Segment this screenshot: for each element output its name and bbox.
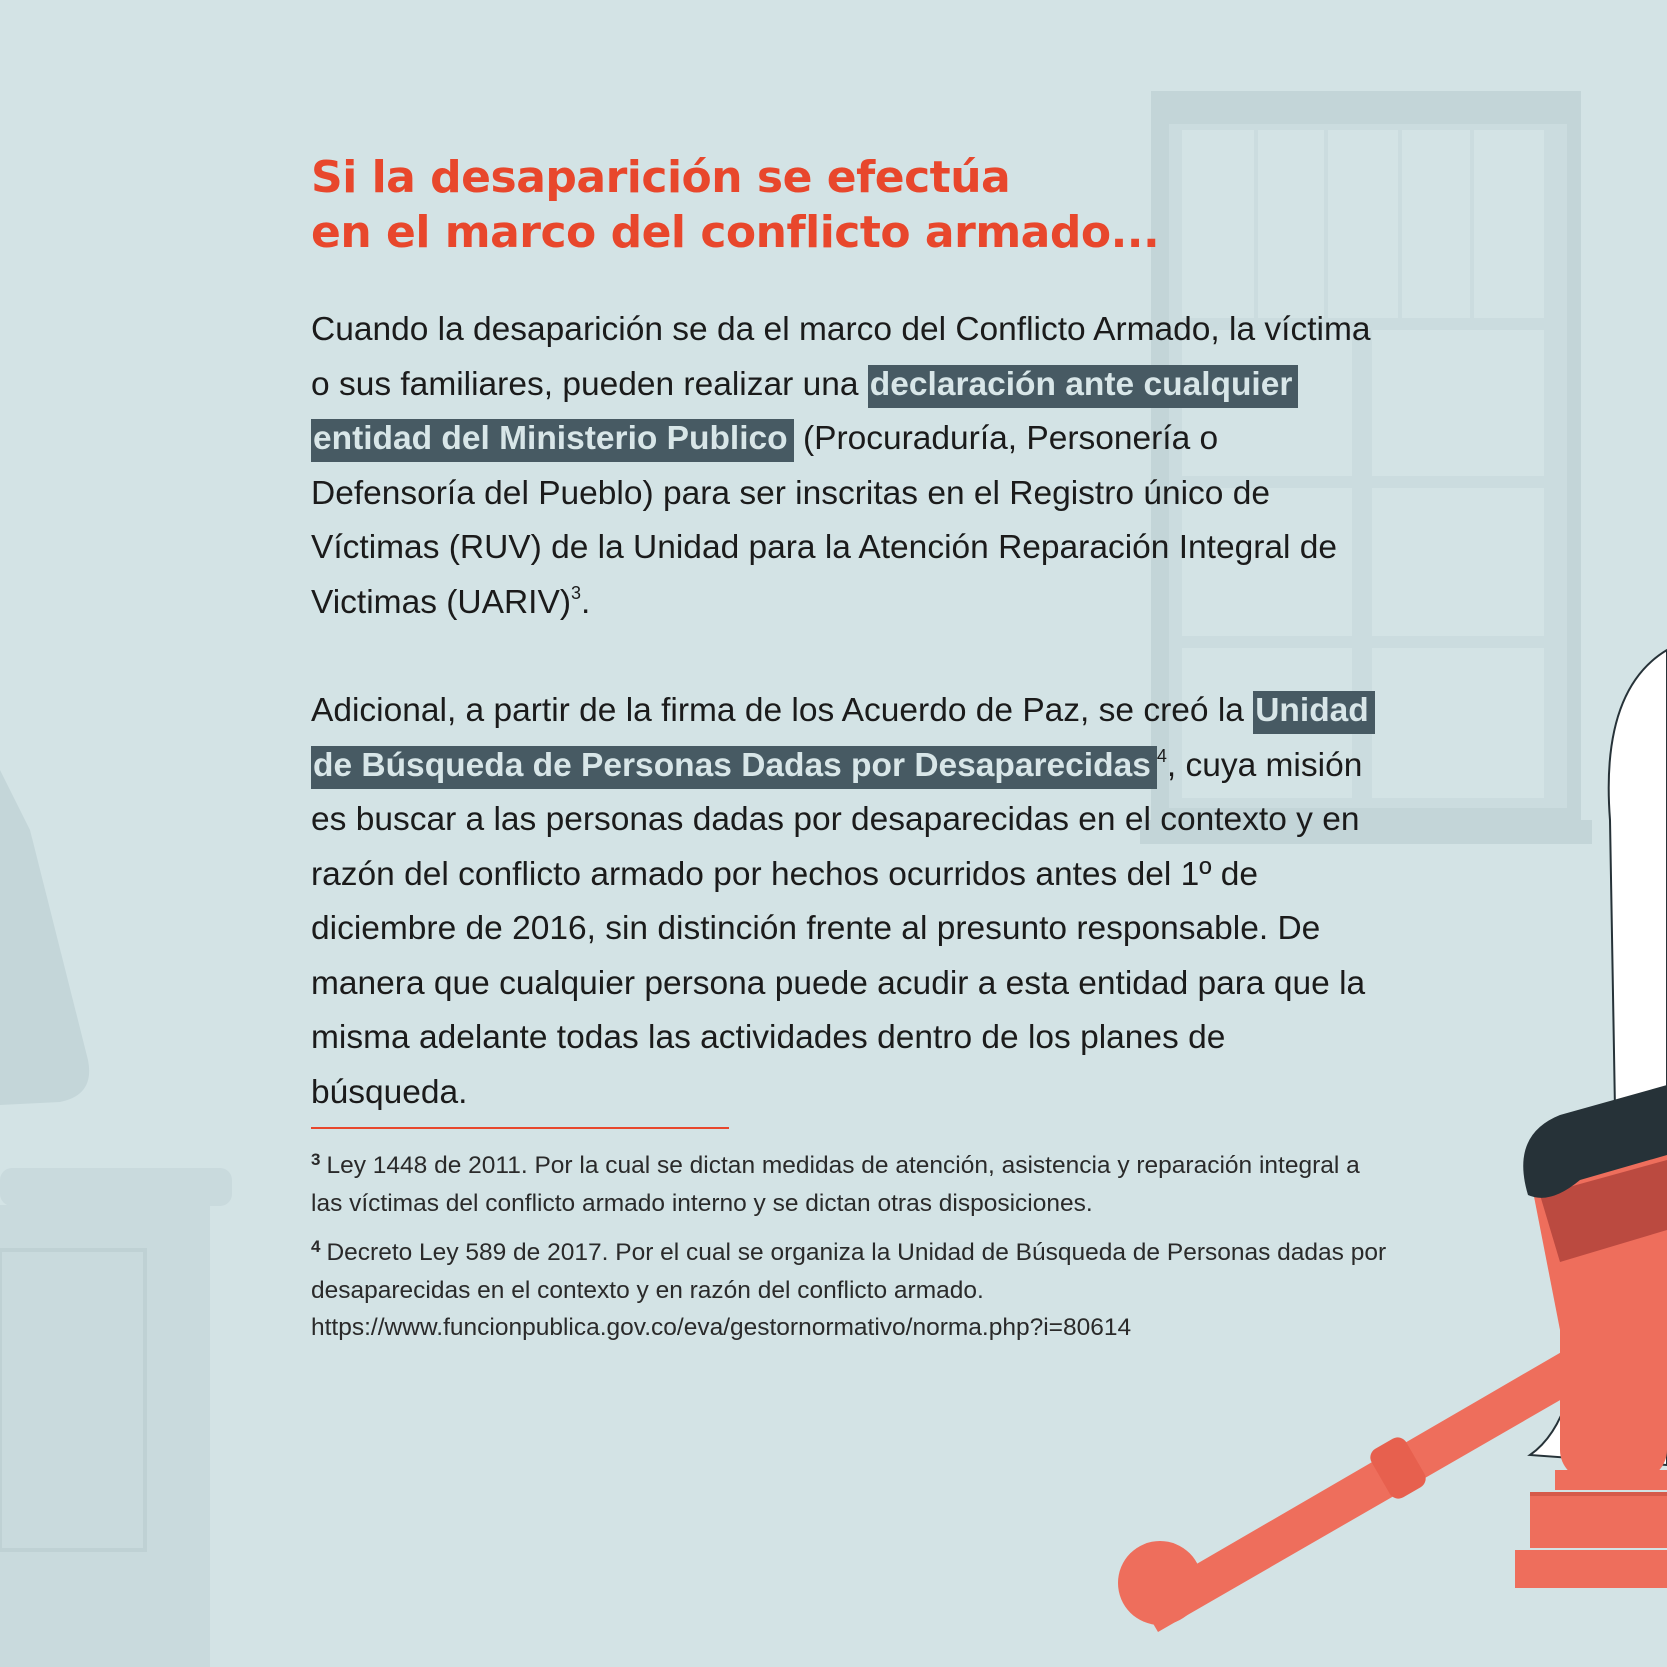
footnote-ref-3[interactable]: 3 — [570, 582, 581, 603]
highlight-unidad-busqueda: Unidad de Búsqueda de Personas Dadas por Desaparecidas — [311, 691, 1375, 789]
highlight-ministerio-publico: declaración ante cualquier entidad del Ministerio Publico — [311, 365, 1298, 463]
title-line-2: en el marco del conflicto armado... — [311, 207, 1160, 258]
desk-illustration — [0, 1168, 232, 1667]
page-title — [311, 150, 1391, 260]
footnote-4-text: Decreto Ley 589 de 2017. Por el cual se organiza la Unidad de Búsqueda de Personas dadas por desaparecidas en el contexto y en razón del conflicto armado. https://www.funcionpublica.gov.co/eva/gestornormativo/norma.php?i=80614 — [311, 1239, 1387, 1341]
paragraph-2-text-after: , cuya misión es buscar a las personas dadas por desaparecidas en el contexto y en razón del conflicto armado por hechos ocurridos antes del 1º de diciembre de 2016, sin distinción frente al presunto responsable. De manera que cualquier persona puede acudir a esta entidad para que la misma adelante todas las actividades dentro de los planes de búsqueda. — [311, 746, 1366, 1111]
lamp-illustration — [0, 770, 89, 1105]
paragraph-ruv — [311, 303, 1391, 630]
title-line-1: Si la desaparición se efectúa — [311, 152, 1011, 203]
footnote-4 — [311, 1228, 1391, 1347]
paragraph-1-end: . — [580, 583, 591, 621]
paragraph-1-text-after: (Procuraduría, Personería o Defensoría del Pueblo) para ser inscritas en el Registro único de Víctimas (RUV) de la Unidad para la Atención Reparación Integral de Victimas (UARIV) — [311, 420, 1338, 621]
footnote-3-text: Ley 1448 de 2011. Por la cual se dictan medidas de atención, asistencia y reparación integral a las víctimas del conflicto armado interno y se dictan otras disposiciones. — [311, 1152, 1360, 1217]
footnote-divider — [311, 1127, 729, 1129]
paragraph-ubpd — [311, 684, 1391, 1120]
footnote-4-number: 4 — [311, 1237, 321, 1256]
paragraph-2-text-before: Adicional, a partir de la firma de los Acuerdo de Paz, se creó la — [311, 692, 1254, 729]
main-content — [311, 150, 1391, 1353]
footnote-ref-4[interactable]: 4 — [1156, 745, 1167, 766]
footnote-3 — [311, 1141, 1391, 1222]
sound-block-icon — [1515, 1470, 1667, 1588]
footnote-3-number: 3 — [311, 1150, 321, 1169]
paragraph-1-text-before: Cuando la desaparición se da el marco del Conflicto Armado, la víctima o sus familiares, pueden realizar una — [311, 311, 1371, 403]
